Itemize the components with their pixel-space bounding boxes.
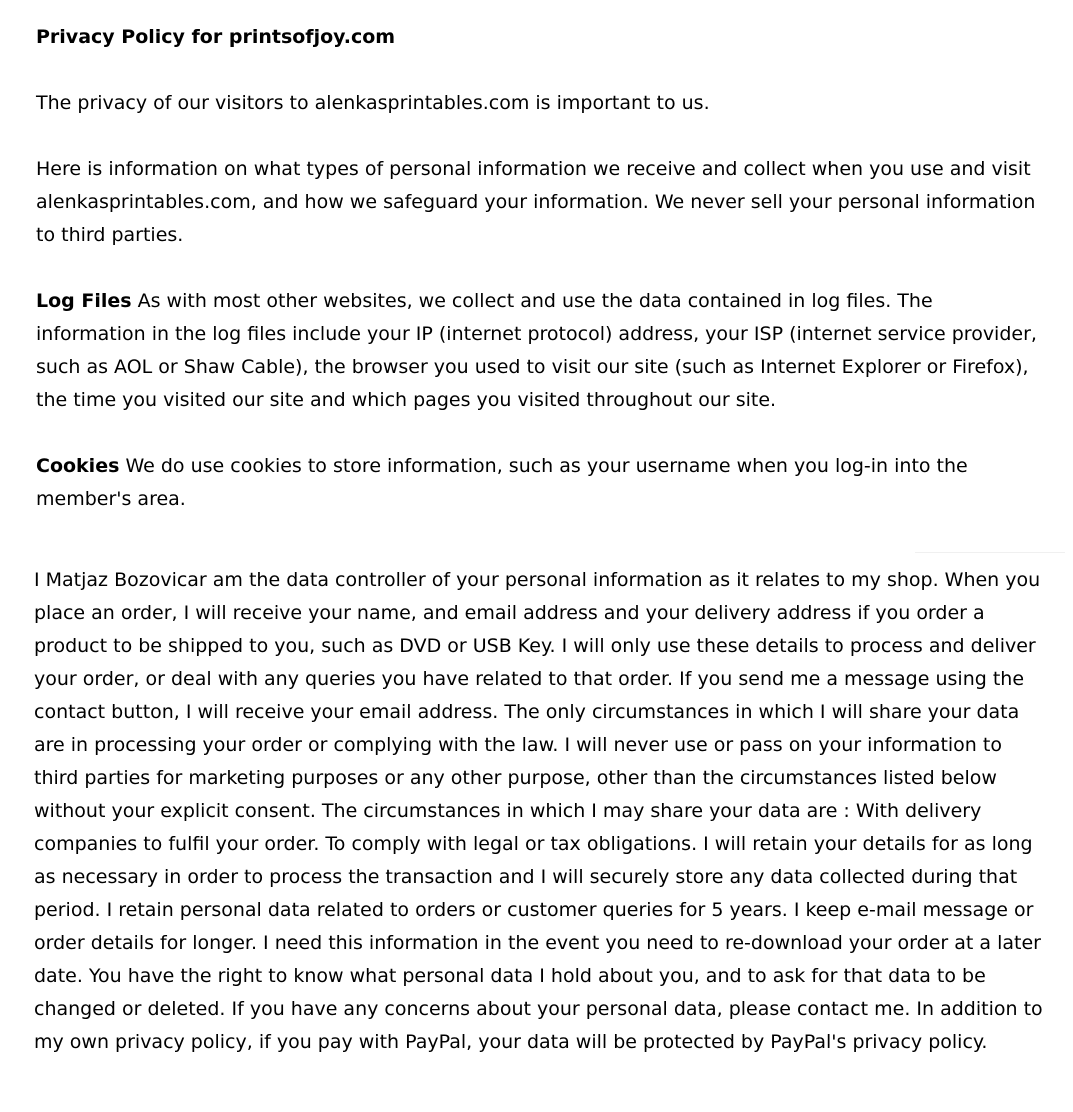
cookies-paragraph [36, 450, 1046, 516]
intro-paragraph: The privacy of our visitors to alenkasprintables.com is important to us. [36, 92, 710, 114]
privacy-policy-content [36, 21, 1046, 549]
info-paragraph: Here is information on what types of personal information we receive and collect when you use and visit alenkasprintables.com, and how we safeguard your information. We never sell your personal information to third parties. [36, 158, 1036, 246]
log-files-paragraph [36, 285, 1046, 417]
data-controller-paragraph: I Matjaz Bozovicar am the data controller of your personal information as it relates to my shop. When you place an order, I will receive your name, and email address and your delivery address if you order a product to be shipped to you, such as DVD or USB Key. I will only use these details to process and deliver your order, or deal with any queries you have related to that order. If you send me a message using the contact button, I will receive your email address. The only circumstances in which I will share your data are in processing your order or complying with the law. I will never use or pass on your information to third parties for marketing purposes or any other purpose, other than the circumstances listed below without your explicit consent. The circumstances in which I may share your data are : With delivery companies to fulfil your order. To comply with legal or tax obligations. I will retain your details for as long as necessary in order to process the transaction and I will securely store any data collected during that period. I retain personal data related to orders or customer queries for 5 years. I keep e-mail message or order details for longer. I need this information in the event you need to re-download your order at a later date. You have the right to know what personal data I hold about you, and to ask for that data to be changed or deleted. If you have any concerns about your personal data, please contact me. In addition to my own privacy policy, if you pay with PayPal, your data will be protected by PayPal's privacy policy. [34, 569, 1043, 1053]
page-title: Privacy Policy for printsofjoy.com [36, 26, 396, 48]
divider [915, 552, 1065, 553]
cookies-text: We do use cookies to store information, such as your username when you log-in into the member's area. [36, 455, 968, 510]
cookies-heading: Cookies [36, 455, 120, 477]
log-files-heading: Log Files [36, 290, 132, 312]
data-controller-section [34, 564, 1049, 1059]
log-files-text: As with most other websites, we collect and use the data contained in log files. The information in the log files include your IP (internet protocol) address, your ISP (internet service provider, such as AOL or Shaw Cable), the browser you used to visit our site (such as Internet Explorer or Firefox), the time you visited our site and which pages you visited throughout our site. [36, 290, 1037, 411]
